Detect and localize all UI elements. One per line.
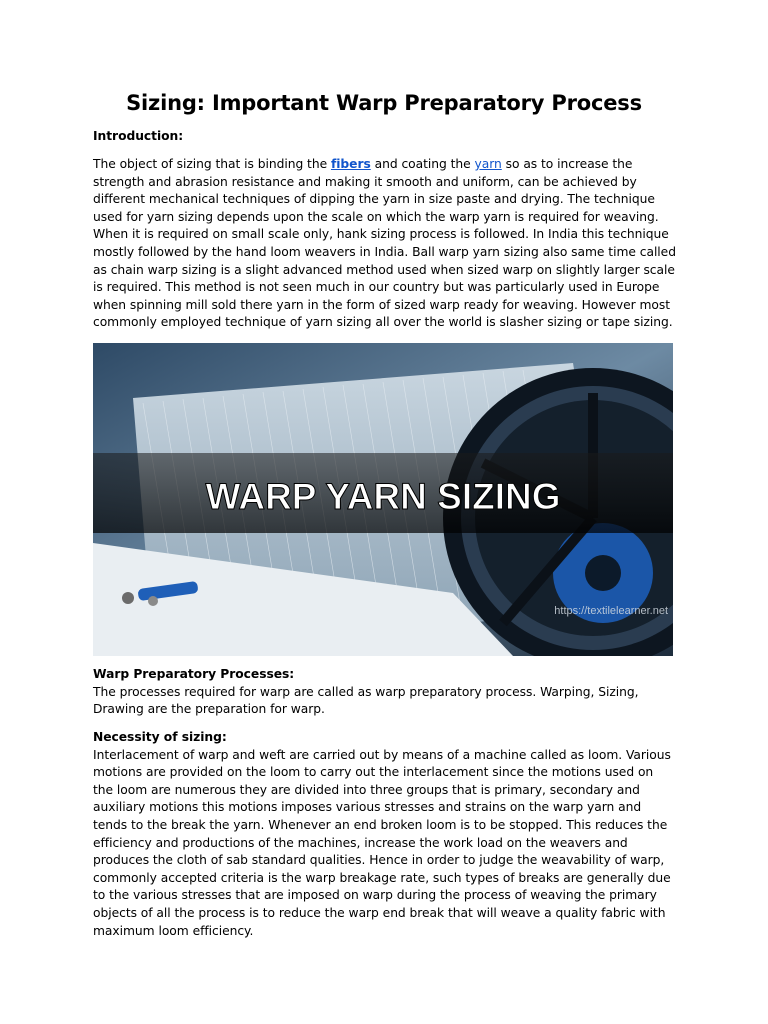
- intro-paragraph: [93, 156, 676, 332]
- warp-prep-text: The processes required for warp are called as warp preparatory process. Warping, Sizing, Drawing are the preparation for warp.: [93, 684, 639, 717]
- intro-text-middle: and coating the: [370, 157, 475, 171]
- necessity-section: [93, 729, 676, 940]
- warp-prep-section: [93, 666, 676, 719]
- warp-prep-heading: Warp Preparatory Processes:: [93, 667, 295, 681]
- necessity-heading: Necessity of sizing:: [93, 730, 227, 744]
- banner-watermark: https://textilelearner.net: [554, 605, 668, 617]
- necessity-text: Interlacement of warp and weft are carried out by means of a machine called as loom. Various motions are provided on the loom to carry out the interlacement since the motions used on the loom are numerous they are divided into three groups that is primary, secondary and auxiliary motions this motions imposes various stresses and strains on the warp yarn and tends to the break the yarn. Whenever an end broken loom is to be stopped. This reduces the efficiency and productions of the machines, increase the work load on the weavers and produces the cloth of sab standard qualities. Hence in order to judge the weavability of warp, commonly accepted criteria is the warp breakage rate, such types of breaks are generally due to the various stresses that are imposed on warp during the process of weaving the primary objects of all the process is to reduce the warp end break that will weave a quality fabric with maximum loom efficiency.: [93, 747, 671, 938]
- fibers-link[interactable]: fibers: [330, 157, 371, 171]
- warp-yarn-sizing-banner: [93, 343, 673, 656]
- intro-text-start: The object of sizing that is binding the: [93, 157, 331, 171]
- banner-caption: WARP YARN SIZING: [205, 476, 561, 517]
- banner-illustration: [93, 343, 673, 656]
- intro-text-end: so as to increase the strength and abrasion resistance and making it smooth and uniform, can be achieved by different mechanical techniques of dipping the yarn in size paste and drying. The technique used for yarn sizing depends upon the scale on which the warp yarn is required for weaving. When it is required on small scale only, hank sizing process is followed. In India this technique mostly followed by the hand loom weavers in India. Ball warp yarn sizing also same time called as chain warp sizing is a slight advanced method used when sized warp on slightly larger scale is required. This method is not seen much in our country but was particularly used in Europe when spinning mill sold there yarn in the form of sized warp ready for weaving. However most commonly employed technique of yarn sizing all over the world is slasher sizing or tape sizing.: [93, 157, 676, 330]
- intro-heading: Introduction:: [93, 129, 184, 143]
- yarn-link[interactable]: yarn: [474, 157, 502, 171]
- page-title: Sizing: Important Warp Preparatory Process: [126, 91, 642, 115]
